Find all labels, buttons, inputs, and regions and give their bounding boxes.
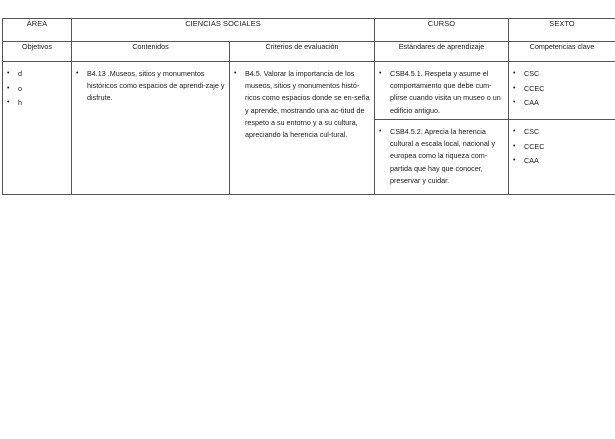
estandar-item: • CSB4.5.1. Respeta y asume el comportamiento que debe cum-plirse cuando visita un museo o un edificio antiguo.: [378, 68, 504, 117]
estandar-block: [375, 120, 508, 194]
objetivos-cell: [3, 62, 72, 195]
header-row: [3, 19, 615, 42]
competencia-item: • CCEC: [512, 83, 611, 95]
contenidos-cell: [72, 62, 230, 195]
estandares-cell: [375, 62, 509, 195]
criterios-cell: [230, 62, 375, 195]
objetivo-item: • h: [6, 97, 67, 109]
competencia-item: • CSC: [512, 68, 611, 80]
competencias-block: [509, 120, 615, 174]
area-label: ÁREA: [3, 19, 72, 42]
estandar-item: • CSB4.5.2. Aprecia la herencia cultural a escala local, nacional y europea como la riqueza com-partida que hay que conocer, preservar y cuidar.: [378, 126, 504, 187]
competencias-cell: [509, 62, 615, 195]
curriculum-table: [2, 18, 615, 195]
contenido-item: • B4.13 .Museos, sitios y monumentos históricos como espacios de aprendi-zaje y disfrute.: [75, 68, 225, 105]
column-header-row: [3, 42, 615, 62]
col-contenidos: Contenidos: [72, 42, 230, 62]
col-criterios: Criterios de evaluación: [230, 42, 375, 62]
content-row: [3, 62, 615, 195]
competencias-block: [509, 62, 615, 120]
competencia-item: • CAA: [512, 155, 611, 167]
estandar-block: [375, 62, 508, 120]
criterio-item: • B4.5. Valorar la importancia de los museos, sitios y monumentos histó-ricos como espacios donde se en-seña y aprende, mostrando una ac-titud de respeto a su entorno y a su cultura, apreciando la herencia cul-tural.: [233, 68, 370, 141]
objetivo-item: • o: [6, 83, 67, 95]
col-competencias: Competencias clave: [509, 42, 615, 62]
area-value: CIENCIAS SOCIALES: [72, 19, 375, 42]
curso-value: SEXTO: [509, 19, 615, 42]
competencia-item: • CAA: [512, 97, 611, 109]
objetivo-item: • d: [6, 68, 67, 80]
competencia-item: • CCEC: [512, 141, 611, 153]
col-estandares: Estándares de aprendizaje: [375, 42, 509, 62]
curso-label: CURSO: [375, 19, 509, 42]
competencia-item: • CSC: [512, 126, 611, 138]
col-objetivos: Objetivos: [3, 42, 72, 62]
